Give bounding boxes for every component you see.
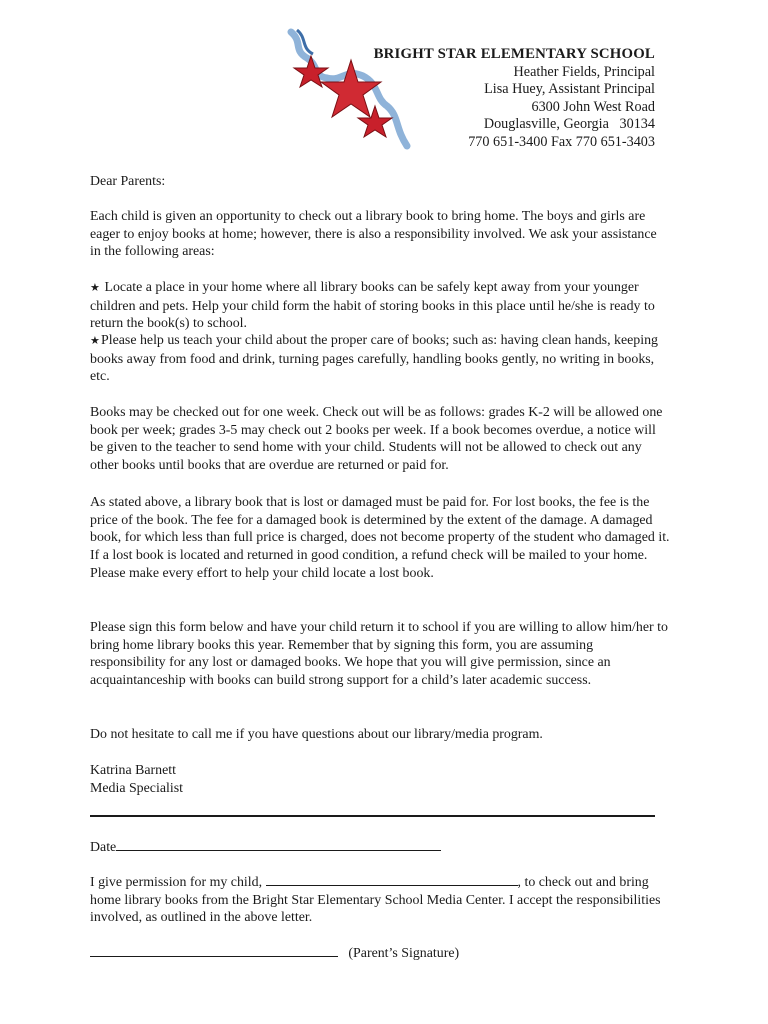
- principal-line: Heather Fields, Principal: [513, 63, 655, 80]
- lost-book-paragraph: As stated above, a library book that is lost or damaged must be paid for. For lost books, the fee is the price of the book. The fee for a damaged book is determined by the extent of the damage. A damaged book, for which less than full price is charged, does not become property of the student who damaged it. If a lost book is located and returned in good condition, a refund check will be mailed to your home. Please make every effort to help your child locate a lost book.: [90, 495, 670, 581]
- date-row: [90, 837, 670, 857]
- school-name: BRIGHT STAR ELEMENTARY SCHOOL: [373, 46, 655, 62]
- star-bullet-icon: ★: [90, 335, 100, 347]
- greeting: Dear Parents:: [90, 174, 166, 189]
- signer-title: Media Specialist: [90, 780, 183, 796]
- permission-suffix: , to check out and bring home library books from the Bright Star Elementary School Media Center. I accept the responsibilities involved, as outlined in the above letter.: [90, 875, 661, 926]
- city-state-zip: Douglasville, Georgia 30134: [483, 116, 655, 133]
- parent-signature-field[interactable]: [90, 943, 338, 957]
- star-large-center: [321, 60, 381, 117]
- date-label: Date: [90, 840, 117, 855]
- date-field[interactable]: [116, 837, 441, 851]
- signer-name: Katrina Barnett: [90, 763, 177, 778]
- star-bullet-icon: ★: [90, 282, 100, 294]
- form-divider: [90, 815, 655, 817]
- permission-paragraph: [90, 872, 670, 927]
- assistant-principal-line: Lisa Huey, Assistant Principal: [484, 81, 655, 98]
- checkout-paragraph: Books may be checked out for one week. Check out will be as follows: grades K-2 will be allowed one book per week; grades 3-5 may check out 2 books per week. If a book becomes overdue, a notice will be given to the teacher to send home with your child. Students will not be allowed to check out any other books until books that are overdue are returned or paid for.: [90, 405, 663, 474]
- bullet-storage: ★ Locate a place in your home where all library books can be safely kept away from your younger children and pets. Help your child form the habit of storing books in this place until he/she is ready to return the book(s) to school.: [90, 280, 655, 332]
- bullet-care: ★Please help us teach your child about the proper care of books; such as: having clean hands, keeping books away from food and drink, turning pages carefully, handling books gently, no writing in books, etc.: [90, 333, 658, 385]
- signature-request-paragraph: Please sign this form below and have your child return it to school if you are willing to allow him/her to bring home library books this year. Remember that by signing this form, you are assuming responsibility for any lost or damaged books. We hope that you will give permission, since an acquaintanceship with books can build strong support for a child’s later academic success.: [90, 620, 668, 689]
- letterhead: [374, 46, 655, 152]
- phone-fax: 770 651-3400 Fax 770 651-3403: [468, 133, 655, 150]
- contact-paragraph: Do not hesitate to call me if you have questions about our library/media program.: [90, 727, 543, 742]
- intro-paragraph: Each child is given an opportunity to check out a library book to bring home. The boys and girls are eager to enjoy books at home; however, there is also a responsibility involved. We ask your assistance in the following areas:: [90, 209, 657, 260]
- permission-prefix: I give permission for my child,: [90, 875, 266, 890]
- parent-signature-label: (Parent’s Signature): [348, 946, 460, 961]
- street-address: 6300 John West Road: [531, 98, 655, 115]
- child-name-field[interactable]: [266, 872, 518, 886]
- signature-block: [90, 762, 670, 797]
- parent-signature-row: [90, 943, 670, 963]
